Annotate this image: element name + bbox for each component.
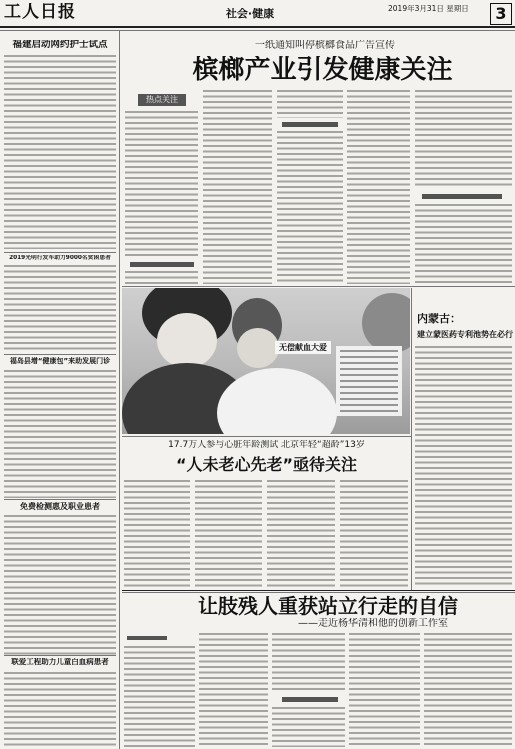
masthead-rule-thin [0, 30, 515, 31]
left-article-5-body [4, 672, 116, 749]
page-number: 3 [490, 3, 512, 25]
bottom-story-body [349, 633, 420, 747]
bottom-story-byline [127, 636, 167, 640]
middle-story-headline: “人未老心先老”亟待关注 [175, 456, 358, 474]
top-story-headline: 槟榔产业引发健康关注 [192, 56, 453, 85]
left-divider [4, 354, 116, 355]
top-story-body [347, 90, 410, 284]
sidebar-divider [411, 288, 412, 590]
top-story-body [277, 90, 343, 118]
section-rule [122, 436, 411, 437]
bottom-story-body [272, 633, 345, 691]
photo-background-figure [362, 293, 410, 353]
bottom-story-body [124, 646, 195, 747]
photo-figure-face-mask [157, 313, 217, 368]
bottom-story-subhead [282, 697, 338, 702]
left-column-divider [119, 31, 120, 749]
hot-topic-label: 热点关注 [138, 94, 186, 106]
bottom-story-body [199, 633, 268, 747]
left-divider [4, 252, 116, 253]
left-headline-2: 2019光明行发车助力9000名贫困患者 [9, 255, 111, 261]
photo-white-coat [217, 368, 337, 434]
top-story-subhead [282, 122, 338, 127]
left-headline-4: 免费检测惠及职业患者 [20, 502, 100, 511]
top-story-subhead [422, 194, 502, 199]
section-rule [122, 590, 515, 591]
middle-story-body [124, 480, 190, 588]
top-story-body [125, 111, 198, 257]
middle-story-body [340, 480, 408, 588]
top-story-body [415, 90, 512, 189]
left-headline-3: 福岛县增“健康包”来助发展门诊 [9, 357, 111, 365]
top-story-subhead [130, 262, 194, 267]
section-rule [122, 286, 515, 287]
left-article-1-body [4, 55, 116, 249]
top-story-body [203, 90, 272, 284]
middle-story-body [195, 480, 262, 588]
issue-date: 2019年3月31日 星期日 [388, 5, 469, 13]
left-article-4-body [4, 515, 116, 655]
top-story-body [277, 131, 343, 284]
top-story-body [415, 204, 512, 284]
bottom-story-body [424, 633, 512, 747]
photo-caption [336, 346, 402, 416]
bottom-story-headline: 让肢残人重获站立行走的自信 [198, 595, 458, 618]
masthead-rule [0, 26, 515, 28]
sidebar-headline: 建立蒙医药专利池势在必行 [417, 330, 513, 339]
middle-story-kicker: 17.7万人参与心脏年龄测试 北京年轻“超龄”13岁 [168, 440, 365, 450]
section-title: 社会·健康 [225, 8, 275, 20]
middle-story-body [267, 480, 335, 588]
photo-figure-face-mask [237, 328, 279, 368]
top-story-kicker: 一纸通知叫停槟榔食品广告宣传 [255, 40, 395, 51]
sidebar-body [415, 346, 512, 588]
bottom-story-subtitle: ——走近杨华清和他的创新工作室 [298, 618, 448, 629]
left-divider [4, 655, 116, 656]
left-article-2-body [4, 265, 116, 351]
left-article-3-body [4, 370, 116, 498]
left-headline-5: 联爱工程助力儿童白血病患者 [11, 658, 109, 666]
newspaper-logo: 工人日报 [4, 3, 76, 22]
photo-caption-title: 无偿献血大爱 [275, 341, 331, 354]
bottom-story-body [272, 707, 345, 747]
section-rule [122, 592, 515, 593]
left-headline-1: 福建启动网约护士试点 [12, 40, 108, 50]
sidebar-kicker: 内蒙古： [417, 313, 461, 325]
top-story-body [125, 271, 198, 284]
news-photo [122, 288, 410, 434]
left-divider [4, 499, 116, 500]
